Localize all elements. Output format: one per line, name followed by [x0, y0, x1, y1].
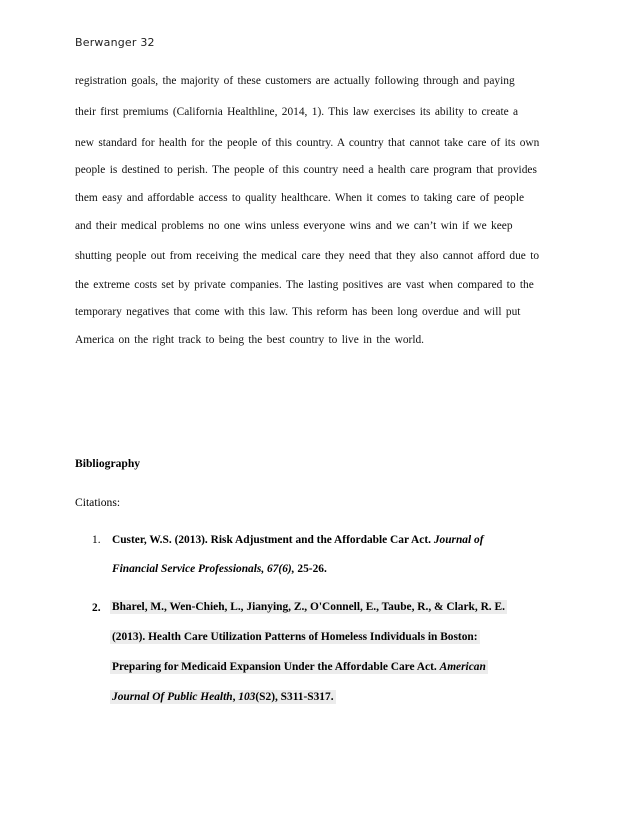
citation-text: (S2), S311-S317.	[255, 691, 334, 703]
body-line: registration goals, the majority of these customers are actually following through and paying	[75, 75, 515, 87]
body-line: new standard for health for the people of this country. A country that cannot take care of its own	[75, 137, 540, 149]
citation-volume: 103	[238, 691, 256, 703]
citation-line	[110, 631, 480, 643]
body-line: them easy and affordable access to quality healthcare. When it comes to taking care of people	[75, 192, 525, 204]
body-line: people is destined to perish. The people of this country need a health care program that provides	[75, 164, 537, 176]
citation-text: (2013). Health Care Utilization Patterns of Homeless Individuals in Boston:	[112, 631, 478, 643]
citation-text: Bharel, M., Wen-Chieh, L., Jianying, Z., O'Connell, E., Taube, R., & Clark, R. E.	[112, 601, 505, 613]
citation-text: 25-26.	[294, 563, 327, 575]
bibliography-heading: Bibliography	[75, 457, 141, 470]
citation-journal: Financial Service Professionals, 67(6),	[112, 563, 295, 575]
citation-line	[110, 691, 336, 703]
body-line: temporary negatives that come with this law. This reform has been long overdue and will put	[75, 306, 521, 318]
citation-line	[112, 534, 484, 546]
citation-journal: Journal of	[433, 534, 484, 546]
citation-number: 1.	[92, 534, 101, 546]
body-line: and their medical problems no one wins unless everyone wins and we can’t win if we keep	[75, 220, 513, 232]
citation-line	[112, 563, 327, 575]
citation-text: Custer, W.S. (2013). Risk Adjustment and the Affordable Car Act.	[112, 534, 434, 546]
body-line: shutting people out from receiving the medical care they need that they also cannot afford due to	[75, 250, 540, 262]
running-header: Berwanger 32	[75, 36, 155, 49]
citation-line	[110, 661, 488, 673]
body-line: the extreme costs set by private companies. The lasting positives are vast when compared to the	[75, 279, 534, 291]
citation-journal: American	[439, 661, 486, 673]
citations-label: Citations:	[75, 496, 121, 509]
body-line: their first premiums (California Healthline, 2014, 1). This law exercises its ability to create a	[75, 106, 519, 118]
citation-line	[110, 601, 507, 613]
citation-journal: Journal Of Public Health	[112, 691, 233, 703]
body-line: America on the right track to being the best country to live in the world.	[75, 334, 425, 346]
citation-text: Preparing for Medicaid Expansion Under the Affordable Care Act.	[112, 661, 440, 673]
citation-text: ,	[232, 691, 239, 703]
citation-number: 2.	[92, 602, 101, 614]
